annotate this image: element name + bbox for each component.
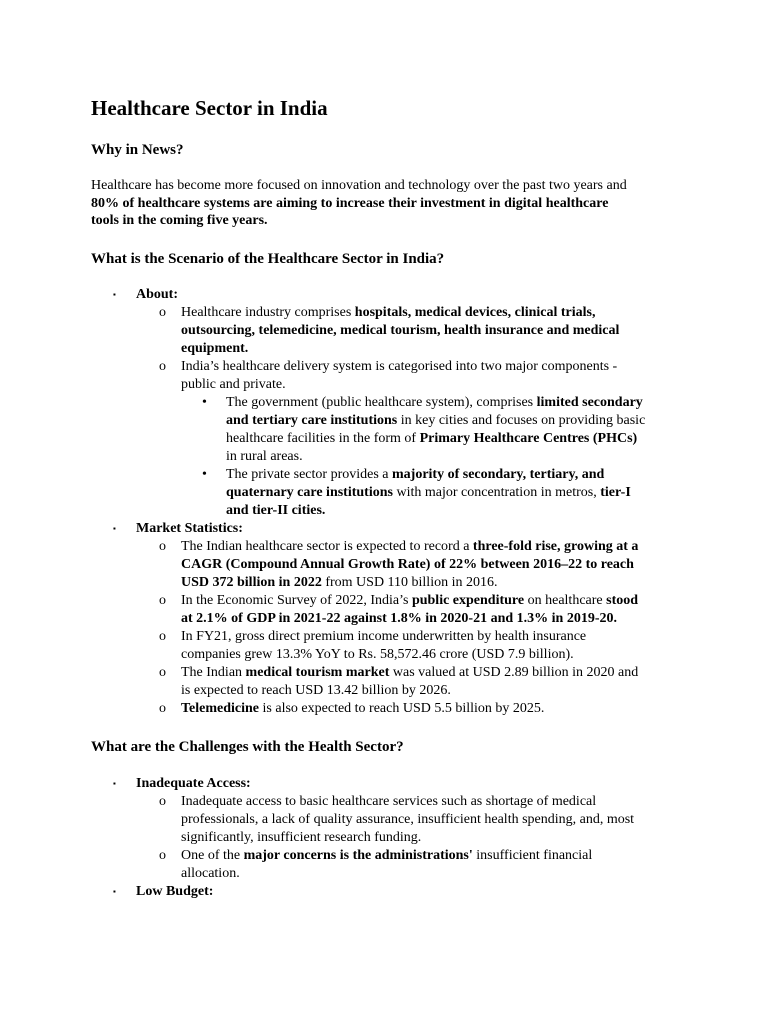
- list-item-line: in rural areas.: [226, 449, 303, 464]
- list-item-line: and tertiary care institutions in key cities and focuses on providing basic: [226, 413, 646, 428]
- circle-bullet-icon: o: [159, 848, 166, 863]
- square-bullet-icon: ▪: [113, 779, 116, 788]
- list-item-line: The Indian medical tourism market was valued at USD 2.89 billion in 2020 and: [181, 665, 639, 680]
- circle-bullet-icon: o: [159, 359, 166, 374]
- list-item-line: professionals, a lack of quality assurance, insufficient health spending, and, most: [181, 812, 635, 827]
- list-item-line: The government (public healthcare system), comprises limited secondary: [226, 395, 643, 410]
- intro-line: Healthcare has become more focused on innovation and technology over the past two years and: [91, 178, 627, 193]
- list-item-line: and tier-II cities.: [226, 503, 326, 518]
- list-item-line: One of the major concerns is the administrations' insufficient financial: [181, 848, 593, 863]
- circle-bullet-icon: o: [159, 665, 166, 680]
- list-item-line: is expected to reach USD 13.42 billion by 2026.: [181, 683, 451, 698]
- square-bullet-icon: ▪: [113, 524, 116, 533]
- section-heading-challenges: What are the Challenges with the Health Sector?: [91, 739, 404, 755]
- circle-bullet-icon: o: [159, 701, 166, 716]
- section-heading-why-in-news: Why in News?: [91, 142, 184, 158]
- list-item-line: allocation.: [181, 866, 240, 881]
- list-item-line: The private sector provides a majority of secondary, tertiary, and: [226, 467, 605, 482]
- page-title: Healthcare Sector in India: [91, 96, 328, 120]
- list-item-line: equipment.: [181, 341, 249, 356]
- list-item-label: Inadequate Access:: [136, 776, 251, 791]
- list-item-label: Low Budget:: [136, 884, 214, 899]
- list-item-line: healthcare facilities in the form of Primary Healthcare Centres (PHCs): [226, 431, 638, 446]
- square-bullet-icon: ▪: [113, 887, 116, 896]
- dot-bullet-icon: •: [202, 467, 207, 482]
- list-item-line: at 2.1% of GDP in 2021-22 against 1.8% in 2020-21 and 1.3% in 2019-20.: [181, 611, 617, 626]
- list-item-line: In the Economic Survey of 2022, India’s public expenditure on healthcare stood: [181, 593, 639, 608]
- list-item-line: Inadequate access to basic healthcare services such as shortage of medical: [181, 794, 597, 809]
- list-item-line: companies grew 13.3% YoY to Rs. 58,572.46 crore (USD 7.9 billion).: [181, 647, 574, 662]
- list-item-line: USD 372 billion in 2022 from USD 110 billion in 2016.: [181, 575, 498, 590]
- dot-bullet-icon: •: [202, 395, 207, 410]
- circle-bullet-icon: o: [159, 629, 166, 644]
- intro-line: 80% of healthcare systems are aiming to increase their investment in digital healthcare: [91, 196, 609, 211]
- intro-line: tools in the coming five years.: [91, 213, 268, 228]
- list-item-label: Market Statistics:: [136, 521, 243, 536]
- list-item-line: In FY21, gross direct premium income underwritten by health insurance: [181, 629, 587, 644]
- list-item-line: public and private.: [181, 377, 286, 392]
- section-heading-scenario: What is the Scenario of the Healthcare Sector in India?: [91, 251, 445, 267]
- list-item-label: About:: [136, 287, 179, 302]
- circle-bullet-icon: o: [159, 794, 166, 809]
- circle-bullet-icon: o: [159, 593, 166, 608]
- circle-bullet-icon: o: [159, 305, 166, 320]
- list-item-line: outsourcing, telemedicine, medical tourism, health insurance and medical: [181, 323, 620, 338]
- list-item-line: The Indian healthcare sector is expected to record a three-fold rise, growing at a: [181, 539, 639, 554]
- circle-bullet-icon: o: [159, 539, 166, 554]
- list-item-line: significantly, insufficient research funding.: [181, 830, 422, 845]
- list-item-line: CAGR (Compound Annual Growth Rate) of 22% between 2016–22 to reach: [181, 557, 634, 572]
- list-item-line: Telemedicine is also expected to reach USD 5.5 billion by 2025.: [181, 701, 545, 716]
- list-item-line: India’s healthcare delivery system is categorised into two major components -: [181, 359, 618, 374]
- list-item-line: quaternary care institutions with major concentration in metros, tier-I: [226, 485, 631, 500]
- square-bullet-icon: ▪: [113, 290, 116, 299]
- list-item-line: Healthcare industry comprises hospitals, medical devices, clinical trials,: [181, 305, 596, 320]
